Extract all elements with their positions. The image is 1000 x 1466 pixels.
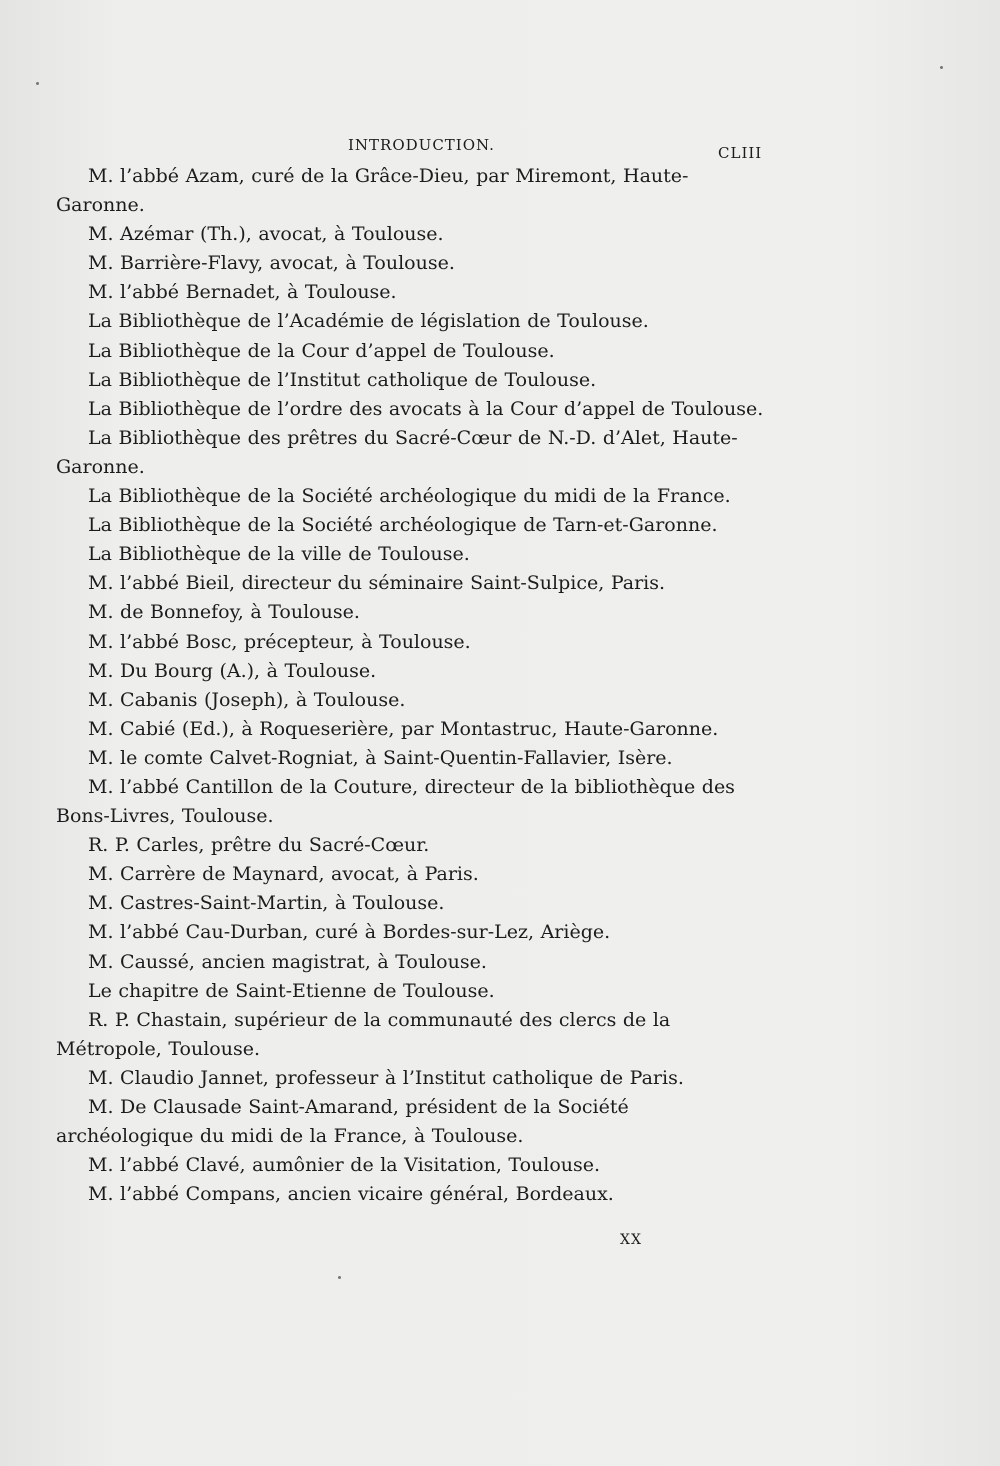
list-item: M. Castres-Saint-Martin, à Toulouse. bbox=[88, 892, 445, 915]
paper-speck bbox=[940, 66, 943, 69]
list-item: La Bibliothèque de l’Institut catholique de Toulouse. bbox=[88, 368, 597, 391]
list-item: La Bibliothèque de la ville de Toulouse. bbox=[88, 543, 470, 566]
list-item: M. Barrière-Flavy, avocat, à Toulouse. bbox=[88, 252, 455, 275]
list-item: M. Claudio Jannet, professeur à l’Institut catholique de Paris. bbox=[88, 1066, 684, 1089]
list-item: M. Du Bourg (A.), à Toulouse. bbox=[88, 659, 377, 682]
signature-mark: XX bbox=[620, 1232, 642, 1248]
list-item: M. Azémar (Th.), avocat, à Toulouse. bbox=[88, 223, 444, 246]
list-item: M. de Bonnefoy, à Toulouse. bbox=[88, 601, 360, 624]
paper-speck bbox=[36, 82, 39, 85]
list-item: M. l’abbé Bieil, directeur du séminaire Saint-Sulpice, Paris. bbox=[88, 572, 666, 595]
list-item: La Bibliothèque de l’ordre des avocats à la Cour d’appel de Toulouse. bbox=[88, 397, 764, 420]
list-item: M. Cabanis (Joseph), à Toulouse. bbox=[88, 688, 406, 711]
list-item: M. l’abbé Cantillon de la Couture, directeur de la bibliothèque des Bons-Livres, Toulouse. bbox=[56, 775, 735, 828]
paper-speck bbox=[338, 1276, 341, 1279]
running-head-title: INTRODUCTION. bbox=[348, 136, 495, 154]
list-item: M. l’abbé Clavé, aumônier de la Visitation, Toulouse. bbox=[88, 1154, 601, 1177]
list-item: M. l’abbé Cau-Durban, curé à Bordes-sur-Lez, Ariège. bbox=[88, 921, 611, 944]
running-head bbox=[0, 136, 1000, 162]
list-item: M. De Clausade Saint-Amarand, président de la Société archéologique du midi de la France, à Toulouse. bbox=[56, 1096, 629, 1148]
list-item: La Bibliothèque des prêtres du Sacré-Cœur de N.-D. d’Alet, Haute-Garonne. bbox=[56, 426, 738, 478]
list-item: M. Cabié (Ed.), à Roqueserière, par Montastruc, Haute-Garonne. bbox=[88, 717, 719, 740]
list-item: La Bibliothèque de la Société archéologique de Tarn-et-Garonne. bbox=[88, 514, 718, 537]
list-item: M. l’abbé Bernadet, à Toulouse. bbox=[88, 281, 397, 304]
list-item: La Bibliothèque de l’Académie de législation de Toulouse. bbox=[88, 310, 649, 333]
list-item: R. P. Chastain, supérieur de la communauté des clercs de la Métropole, Toulouse. bbox=[56, 1008, 671, 1060]
list-item: M. l’abbé Bosc, précepteur, à Toulouse. bbox=[88, 630, 471, 653]
list-item: M. Carrère de Maynard, avocat, à Paris. bbox=[88, 863, 479, 886]
list-item: La Bibliothèque de la Cour d’appel de Toulouse. bbox=[88, 339, 555, 362]
page-number: CLIII bbox=[718, 144, 763, 162]
list-item: La Bibliothèque de la Société archéologique du midi de la France. bbox=[88, 485, 731, 508]
list-item: Le chapitre de Saint-Etienne de Toulouse. bbox=[88, 979, 495, 1002]
list-item: M. le comte Calvet-Rogniat, à Saint-Quentin-Fallavier, Isère. bbox=[88, 746, 673, 769]
list-item: M. Caussé, ancien magistrat, à Toulouse. bbox=[88, 950, 487, 973]
list-item: M. l’abbé Azam, curé de la Grâce-Dieu, par Miremont, Haute-Garonne. bbox=[56, 165, 689, 217]
subscriber-list bbox=[56, 162, 768, 1209]
list-item: R. P. Carles, prêtre du Sacré-Cœur. bbox=[88, 834, 430, 857]
list-item: M. l’abbé Compans, ancien vicaire général, Bordeaux. bbox=[88, 1183, 614, 1206]
